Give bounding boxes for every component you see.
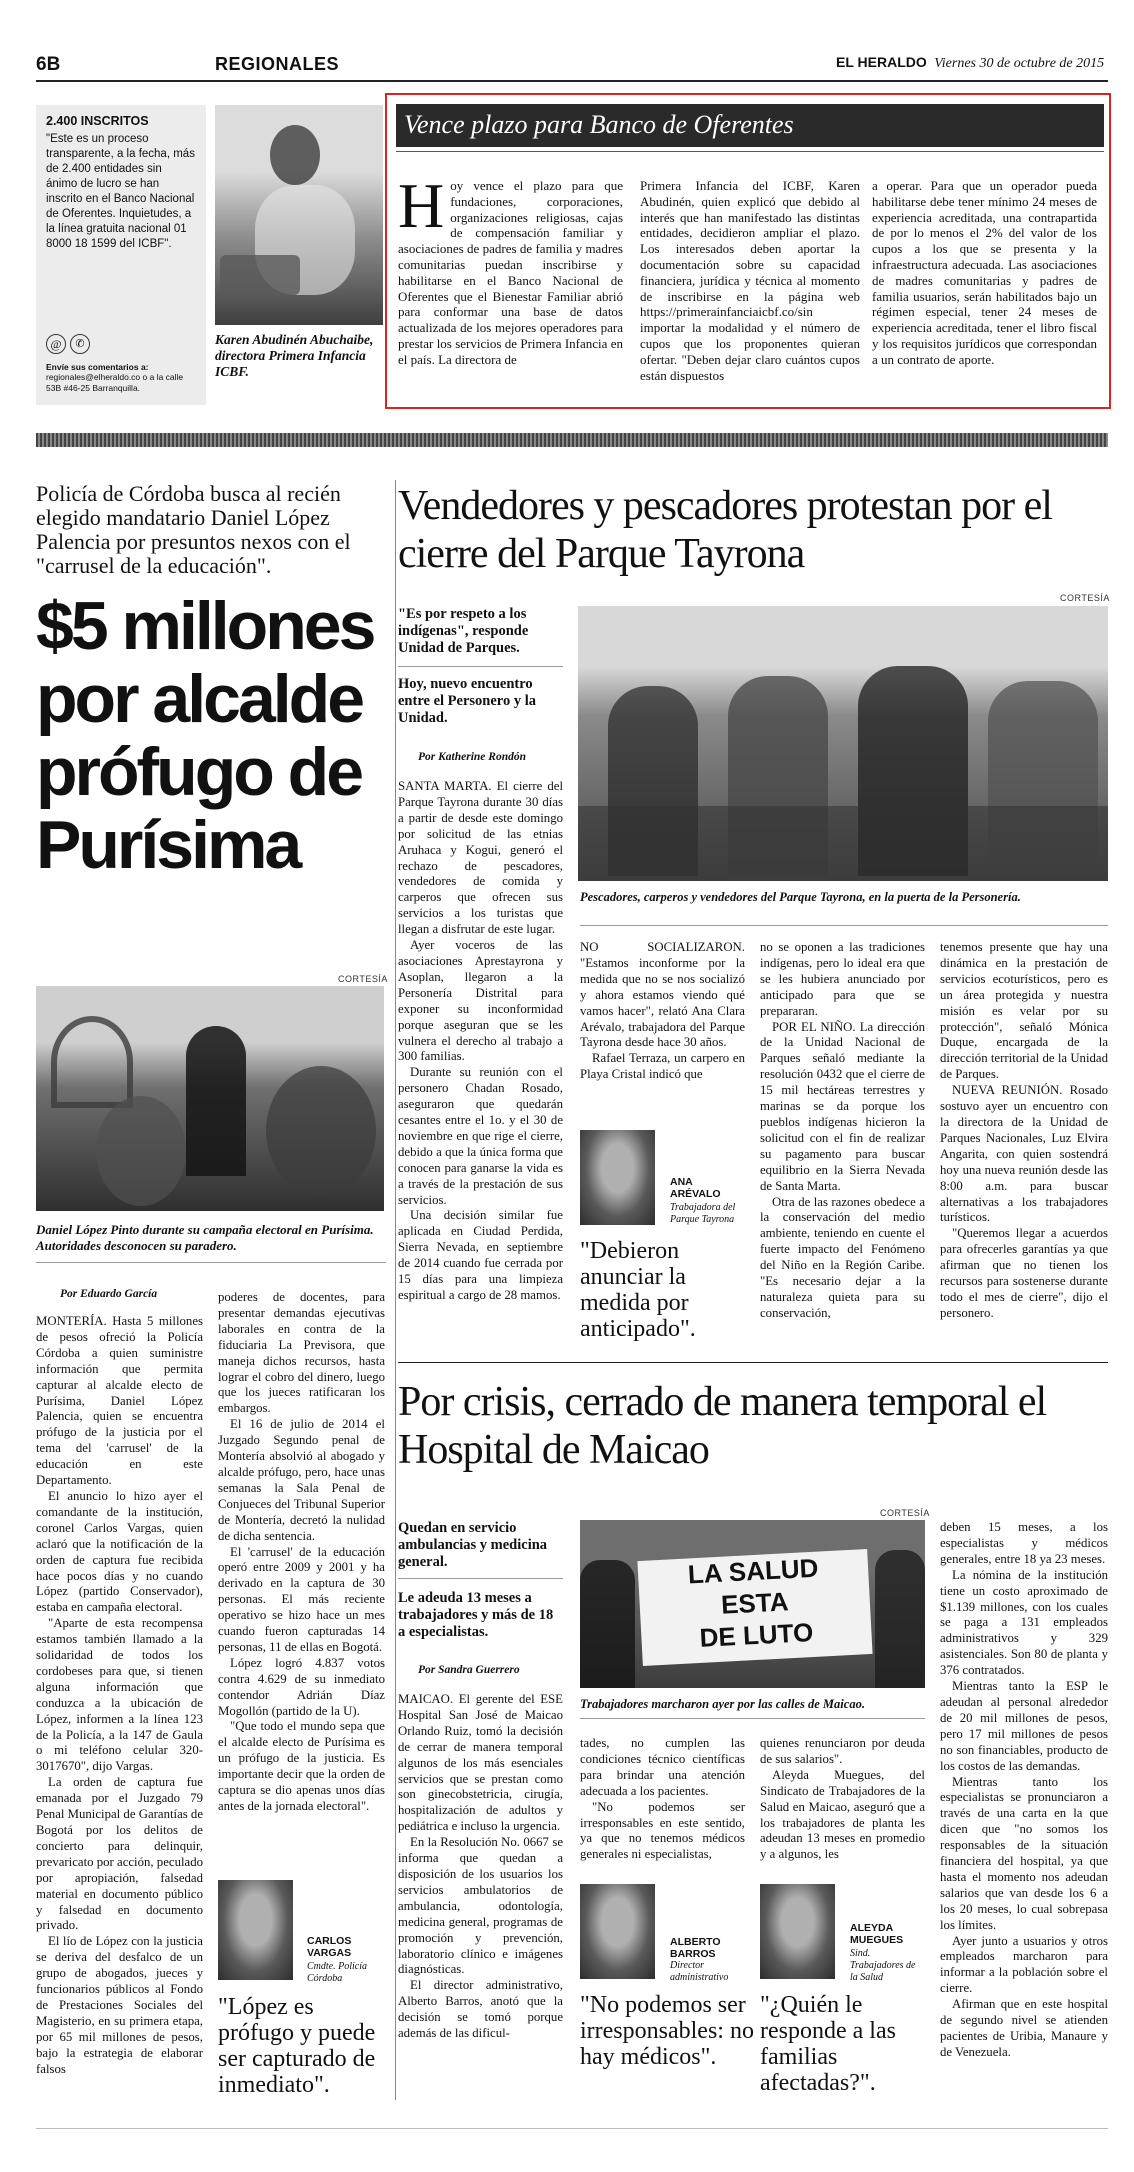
- story1-p6: poderes de docentes, para presentar demandas ejecutivas laborales en contra de la fiduciaria La Previsora, que maneja dichos recursos, hasta lograr el cobro del dinero, luego que los jueces ratificaran los embargos.: [218, 1290, 385, 1416]
- story3-p11: Mientras tanto los especialistas se pronunciaron a través de una carta en la que dicen que "no somos los responsables de la situación financiera del hospital, ya que hasta el momento nos adeudan salarios que van desde los 6 a los 20 meses, lo cual sobrepasa los límites.: [940, 1774, 1108, 1932]
- story1-caption: Daniel López Pinto durante su campaña electoral en Purísima. Autoridades desconocen su paradero.: [36, 1222, 374, 1253]
- carlos-vargas-role: Cmdte. Policía Córdoba: [307, 1961, 367, 1984]
- story1-p3: "Aparte de esta recompensa estamos también llamado a la solidaridad de todos los cordobeses para que, si tienen alguna información que conduzca a la ubicación de López, informen a la línea 123 de la Policía, a la 147 de Gaula o mi teléfono celular 320-3017670", dijo Vargas.: [36, 1616, 203, 1774]
- section-name: REGIONALES: [215, 54, 340, 74]
- story3-deck-2: Le adeuda 13 meses a trabajadores y más de 18 a especialistas.: [398, 1590, 554, 1640]
- story2-p7: no se oponen a las tradiciones indígenas, pero lo ideal era que se les hubiera anunciado por anticipado para que se prepararan.: [760, 940, 925, 1018]
- sidebar-text: "Este es un proceso transparente, a la fecha, más de 2.400 entidades sin ánimo de lucro se han inscrito en el Banco Nacional de Oferentes. Inquietudes, a la línea gratuita nacional 01 8000 18 1599 del ICBF".: [46, 133, 195, 250]
- story1-credit: CORTESÍA: [338, 974, 388, 984]
- story1-p4: La orden de captura fue emanada por el Juzgado 79 Penal Municipal de Garantías de Bogotá por los delitos de concierto para delinquir, prevaricato por acción, peculado por apropiación, falsedad material en documento público y falsedad en documento privado.: [36, 1775, 204, 1933]
- story2-deck-1: "Es por respeto a los indígenas", responde Unidad de Parques.: [398, 606, 529, 656]
- story2-p2: Ayer voceros de las asociaciones Aprestayrona y Asoplan, llegaron a la Personería Distrital para exponer su inconformidad porque aseguran que se les vulnera el derecho al trabajo a 300 familias.: [398, 938, 563, 1064]
- story2-byline: Por Katherine Rondón: [418, 751, 526, 763]
- story1-p5: El lío de López con la justicia se deriva del desfalco de un grupo de abogados, jueces y funcionarios públicos al Fondo de Prestaciones Sociales del Magisterio, en su primera etapa, por 65 mil millones de pesos, bajo la estrategia de elaborar falsos: [36, 1934, 203, 2076]
- photo-maicao-march: [580, 1520, 925, 1688]
- alberto-barros-role: Director administrativo: [670, 1960, 729, 1983]
- story3-col-3: [760, 1736, 925, 1863]
- story1-caption-rule: [36, 1262, 386, 1263]
- story1-deck: Policía de Córdoba busca al recién elegido mandatario Daniel López Palencia por presuntos nexos con el "carrusel de la educación".: [36, 481, 351, 578]
- story2-deck-rule: [398, 666, 563, 667]
- story1-col-1: [36, 1314, 203, 2078]
- story2-p10: tenemos presente que hay una dinámica en la prestación de servicios ecoturísticos, pero es un área protegida y nuestra misión es velar por su protección", señaló Mónica Duque, encargada de la dirección territorial de la Unidad de Parques.: [940, 940, 1108, 1082]
- story3-p7: Aleyda Muegues, del Sindicato de Trabajadores de la Salud en Maicao, aseguró que a los trabajadores de planta les adeudan 13 meses en promedio y a algunos, les: [760, 1767, 925, 1862]
- story3-p3: El director administrativo, Alberto Barros, anotó que la decisión se tomó porque además de las dificul-: [398, 1978, 563, 2041]
- story3-p10: Mientras tanto la ESP le adeudan al personal alrededor de 20 mil millones de pesos, pero 17 mil millones de pesos no son financiables, producto de los costos de las demandas.: [940, 1679, 1108, 1773]
- box-col-1: [398, 170, 623, 368]
- ana-arevalo-quote: "Debieron anunciar la medida por anticipado".: [580, 1238, 696, 1342]
- ana-arevalo-name: ANA ARÉVALO: [670, 1176, 721, 1200]
- page-number: 6B: [36, 54, 61, 75]
- story2-col-3: [760, 940, 925, 1322]
- aleyda-muegues-name: ALEYDA MUEGUES: [850, 1922, 904, 1946]
- story3-byline: Por Sandra Guerrero: [418, 1664, 520, 1676]
- story2-credit: CORTESÍA: [1060, 593, 1110, 603]
- story3-headline: Por crisis, cerrado de manera temporal el Hospital de Maicao: [398, 1379, 1047, 1473]
- box-col-1-text: oy vence el plazo para que fundaciones, corporaciones, organizaciones religiosas, cajas de compensación familiar y asociaciones de padres de familia y madres comunitarias puedan inscribirse y habilitarse en el Banco Nacional de Oferentes que el Bienestar Familiar abrió para conformar una base de datos actualizada de los mejores operadores para prestar los servicios de Primera Infancia en el país. La directora de: [398, 178, 623, 367]
- box-title-rule: [396, 151, 1104, 152]
- story3-p2: En la Resolución No. 0667 se informa que quedan a disposición de los usuarios los servicios ambulatorios de ambulancia, odontología, medicina general, programas de promoción y prevención, laboratorio clínico e imágenes diagnósticas.: [398, 1835, 563, 1977]
- story1-headline: $5 millones por alcalde prófugo de Purísima: [36, 588, 374, 883]
- sidebar-contact: regionales@elheraldo.co o a la calle 53B #46-25 Barranquilla.: [46, 372, 184, 393]
- story2-col-4: [940, 940, 1108, 1322]
- carlos-vargas-name: CARLOS VARGAS: [307, 1935, 352, 1959]
- column-divider-left: [395, 480, 396, 2100]
- story2-p6: Rafael Terraza, un carpero en Playa Cristal indicó que: [580, 1051, 745, 1082]
- story3-p4: tades, no cumplen las condiciones técnico científicas para brindar una atención adecuada a los pacientes.: [580, 1736, 745, 1798]
- story1-col-2: [218, 1290, 385, 1815]
- box-col-3-text: a operar. Para que un operador pueda habilitarse debe tener mínimo 24 meses de experiencia acreditada, una contrapartida de por lo menos el 2% del valor de los cupos a los que se presenta y la infraestructura adecuada. Las asociaciones de madres comunitarias y padres de familia usuarios, serán habilitados bajo un régimen especial, tener 24 meses de experiencia acreditada, tener el libro fiscal y los requisitos jurídicos que correspondan a un contrato de aporte.: [872, 178, 1097, 367]
- story3-p8: deben 15 meses, a los especialistas y médicos generales, entre 18 ya 23 meses.: [940, 1520, 1108, 1566]
- story2-caption-rule: [580, 925, 1108, 926]
- ana-arevalo-role: Trabajadora del Parque Tayrona: [670, 1202, 736, 1225]
- story3-p13: Afirman que en este hospital de segundo nivel se atienden pacientes de Uribia, Manaure y de Venezuela.: [940, 1997, 1108, 2059]
- story1-p2: El anuncio lo hizo ayer el comandante de la institución, coronel Carlos Vargas, quien aclaró que la notificación de la orden de captura fue recibida hace pocos días y no cuando López (partido Conservador), estaba en campaña electoral.: [36, 1488, 203, 1615]
- banner-line-2: ESTA: [720, 1586, 790, 1620]
- section-divider-band: [36, 433, 1108, 447]
- box-title: Vence plazo para Banco de Oferentes: [404, 110, 794, 139]
- story3-p9: La nómina de la institución tiene un costo aproximado de $1.139 millones, con los cuales se paga a 131 empleados administrativos y 329 asistenciales. Son 80 de planta y 376 contratados.: [940, 1567, 1108, 1678]
- story1-p9: López logró 4.837 votos contra 4.629 de su inmediato contendor Adrián Díaz Mogollón (partido de la U).: [218, 1655, 385, 1718]
- ana-arevalo-photo: [580, 1130, 655, 1225]
- at-icon: @: [46, 334, 66, 354]
- karen-caption: Karen Abudinén Abuchaibe, directora Primera Infancia ICBF.: [215, 332, 374, 379]
- story3-p12: Ayer junto a usuarios y otros empleados marcharon para informar a la población sobre el cierre.: [940, 1933, 1108, 1996]
- story3-caption-rule: [580, 1718, 925, 1719]
- story3-p5: "No podemos ser irresponsables en este sentido, ya que no tenemos médicos generales ni especialistas,: [580, 1799, 745, 1862]
- aleyda-muegues-photo: [760, 1884, 835, 1979]
- story2-col-1: [398, 779, 563, 1304]
- alberto-barros-quote: "No podemos ser irresponsables: no hay médicos".: [580, 1992, 754, 2070]
- photo-karen-abudinen: [215, 105, 383, 325]
- banner-line-3: DE LUTO: [698, 1617, 814, 1653]
- story3-deck-rule: [398, 1578, 563, 1579]
- dropcap: H: [398, 170, 445, 241]
- story2-deck-2: Hoy, nuevo encuentro entre el Personero y la Unidad.: [398, 676, 536, 726]
- story2-p9: Otra de las razones obedece a la conservación del medio ambiente, teniendo en cuente el fuerte impacto del Fenómeno del Niño en la Región Caribe. "Es necesario dejar a la naturaleza quieta para su conservación,: [760, 1194, 925, 1320]
- story1-p7: El 16 de julio de 2014 el Juzgado Segundo penal de Montería absolvió al abogado y alcalde prófugo, pero, hace unas semanas la Sala Penal de Conjueces del Tribunal Superior de Montería, decretó la nulidad de dicha sentencia.: [218, 1417, 385, 1543]
- box-col-2-text: Primera Infancia del ICBF, Karen Abudinén, quien explicó que debido al interés que han manifestado las distintas entidades, decidieron ampliar el plazo. Los interesados deben aportar la documentación sobre su capacidad financiera, jurídica y técnica al momento de inscribirse en la página web https://primerainfanciaicbf.co/sin importar la modalidad y el número de cupos que los proponentes quieran ofertar. "Deben dejar claro cuántos cupos están dispuestos: [640, 178, 860, 383]
- story3-col-4: [940, 1520, 1108, 2061]
- footer-rule: [36, 2128, 1108, 2129]
- story1-p10: "Que todo el mundo sepa que el alcalde electo de Purísima es un prófugo de la justicia. Es importante decir que la orden de captura se dio apenas unos días antes de la jornada electoral".: [218, 1719, 385, 1813]
- story2-p11: NUEVA REUNIÓN. Rosado sostuvo ayer un encuentro con la directora de la Unidad de Parques Nacionales, Luz Elvira Angarita, con quien sostendrá hoy una nueva reunión desde las 8:00 a.m. para buscar alternativas a los trabajadores turísticos.: [940, 1083, 1108, 1225]
- carlos-vargas-quote: "López es prófugo y puede ser capturado de inmediato".: [218, 1994, 376, 2098]
- story1-p8: El 'carrusel' de la educación operó entre 2009 y 2001 y ha derivado en la captura de 30 personas. El más reciente operativo se hizo hace un mes cuando fueron capturadas 14 personas, 11 de ellas en Bogotá.: [218, 1544, 385, 1654]
- story3-credit: CORTESÍA: [880, 1508, 930, 1518]
- story3-caption: Trabajadores marcharon ayer por las calles de Maicao.: [580, 1697, 865, 1711]
- banner-line-1: LA SALUD: [687, 1552, 820, 1590]
- photo-lopez-campaign: [36, 986, 384, 1211]
- story1-byline: Por Eduardo García: [60, 1288, 158, 1300]
- alberto-barros-name: ALBERTO BARROS: [670, 1936, 721, 1960]
- paper-name: EL HERALDO: [836, 54, 927, 70]
- phone-icon: ✆: [70, 334, 90, 354]
- story2-end-rule: [398, 1362, 1108, 1363]
- carlos-vargas-photo: [218, 1880, 293, 1980]
- story2-p5: NO SOCIALIZARON. "Estamos inconforme por la medida que no se nos socializó y ahora estamos viendo qué vamos hacer", relató Ana Clara Arévalo, trabajadora del Parque Tayrona desde hace 30 años.: [580, 940, 745, 1050]
- story2-p4: Una decisión similar fue aplicada en Ciudad Perdida, Sierra Nevada, en septiembre de 2014 cuando fue cerrada por 15 días para una limpieza espiritual a cargo de 28 mamos.: [398, 1208, 563, 1302]
- story2-p12: "Queremos llegar a acuerdos para ofrecerles garantías ya que afirman que no tienen los recursos para sostenerse durante todo el mes de cierre", dijo el personero.: [940, 1226, 1108, 1320]
- header-rule: [36, 80, 1108, 82]
- aleyda-muegues-role: Sind. Trabajadores de la Salud: [850, 1948, 916, 1983]
- story3-col-2: [580, 1736, 745, 1863]
- story2-caption: Pescadores, carperos y vendedores del Parque Tayrona, en la puerta de la Personería.: [580, 890, 1021, 904]
- sidebar-title: 2.400 INSCRITOS: [46, 114, 149, 128]
- aleyda-muegues-quote: "¿Quién le responde a las familias afectadas?".: [760, 1992, 896, 2096]
- story3-deck-1: Quedan en servicio ambulancias y medicina general.: [398, 1520, 548, 1570]
- story3-col-1: [398, 1692, 563, 2042]
- photo-tayrona-protest: [578, 606, 1108, 881]
- story2-p8: POR EL NIÑO. La dirección de la Unidad Nacional de Parques señaló mediante la resolución 0432 que el cierre de 15 mil hectáreas terrestres y marinas se da porque los pueblos indígenas hicieron la solicitud con el fin de realizar su pagamento para buscar equilibrio en la Sierra Nevada de Santa Marta.: [760, 1019, 925, 1193]
- sidebar-send: Envíe sus comentarios a:: [46, 362, 149, 372]
- story2-p3: Durante su reunión con el personero Chadan Rosado, aseguraron que quedarán cesantes entre el 1o. y el 30 de noviembre en que rige el cierre, debido a que la única forma que conocen para ganarse la vida es a través de la prestación de sus servicios.: [398, 1065, 563, 1207]
- box-col-2: [640, 178, 860, 383]
- story2-headline: Vendedores y pescadores protestan por el cierre del Parque Tayrona: [398, 483, 1052, 577]
- masthead: [836, 54, 1104, 72]
- story3-p6: quienes renunciaron por deuda de sus salarios".: [760, 1736, 925, 1766]
- issue-date: Viernes 30 de octubre de 2015: [934, 56, 1105, 71]
- protest-banner: [637, 1549, 872, 1666]
- box-col-3: [872, 178, 1097, 368]
- story2-col-2: [580, 940, 745, 1083]
- story3-p1: MAICAO. El gerente del ESE Hospital San José de Maicao Orlando Ruiz, tomó la decisión de cerrar de manera temporal algunos de los más esenciales servicios que se prestan como son ginecobstetricia, cirugía, hospitalización de adultos y pediátrica e incluso la urgencia.: [398, 1692, 563, 1834]
- story2-p1: SANTA MARTA. El cierre del Parque Tayrona durante 30 días a partir de desde este domingo por solicitud de las etnias Aruhaca y Kogui, generó el rechazo de pescadores, vendedores de comida y carperos que ofrecen sus servicios a los turistas que llegan a disfrutar de este lugar.: [398, 779, 563, 937]
- story1-p1: MONTERÍA. Hasta 5 millones de pesos ofreció la Policía Córdoba a quien suministre información que permita capturar al alcalde electo de Purísima, Daniel López Palencia, quien se encuentra prófugo de la justicia por el tema del 'carrusel' de la educación en este Departamento.: [36, 1314, 203, 1488]
- alberto-barros-photo: [580, 1884, 655, 1979]
